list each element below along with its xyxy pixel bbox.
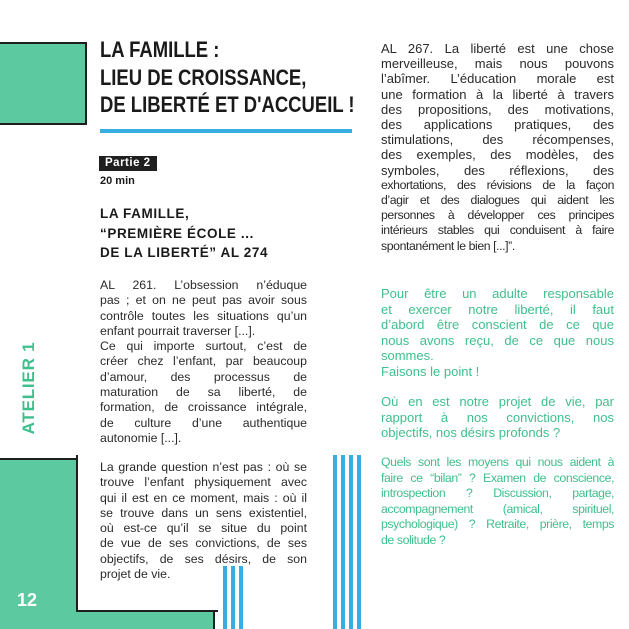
heading-line: “PREMIÈRE ÉCOLE ... — [100, 225, 254, 241]
reflection-means — [381, 455, 614, 548]
text-line: de solitude ? — [381, 532, 446, 547]
text-line: stimulations, des récompenses, — [381, 132, 614, 148]
text-line: et exercer notre liberté, il faut — [381, 301, 614, 317]
text-line: des applications pratiques, des — [381, 117, 614, 133]
text-line: pas ; et on ne peut pas avoir sous — [100, 293, 307, 308]
text-line: d’agir et des dialogues qui aident les — [381, 193, 614, 208]
green-corner-block-top — [0, 42, 87, 125]
text-line: exhortations, des révisions de la façon — [381, 177, 614, 192]
title-line: LIEU DE CROISSANCE, — [100, 64, 307, 90]
text-line: personnes à développer ces principes — [381, 208, 614, 223]
text-line: intérieurs stables qui conduisent à faire — [381, 223, 614, 238]
text-line: sommes. — [381, 348, 434, 363]
page-number: 12 — [17, 590, 38, 610]
paragraph — [100, 278, 307, 339]
part-badge: Partie 2 — [99, 156, 157, 171]
title-line: LA FAMILLE : — [100, 37, 220, 62]
text-line: faire ce “bilan” ? Examen de conscience, — [381, 470, 614, 485]
quote-al-261 — [100, 278, 307, 446]
text-line: formation, de croissance intégrale, — [100, 400, 307, 415]
text-line: objectifs, nos désirs profonds ? — [381, 425, 561, 440]
text-line: se trouve dans un sens existentiel, — [100, 505, 307, 520]
text-line: merveilleuse, mais nous pouvons — [381, 56, 614, 72]
title-underline — [100, 129, 352, 133]
text-line: accompagnement (amical, spirituel, — [381, 501, 614, 516]
text-line: introspection ? Discussion, partage, — [381, 486, 614, 500]
paragraph — [381, 286, 614, 364]
text-line: contrôle toutes les situations qu’un — [100, 308, 307, 323]
paragraph — [100, 339, 307, 446]
reflection-awareness — [381, 286, 614, 379]
text-line: Pour être un adulte responsable — [381, 286, 614, 301]
text-line: autonomie [...]. — [100, 430, 182, 445]
duration-label: 20 min — [100, 175, 135, 187]
reflection-life-project — [381, 394, 614, 441]
text-line: psychologique) ? Retraite, prière, temps — [381, 517, 614, 531]
heading-line: DE LA LIBERTÉ” AL 274 — [100, 245, 269, 260]
page-title — [100, 36, 355, 119]
text-line: une formation à la liberté à travers — [381, 86, 614, 102]
paragraph-existential-question — [100, 460, 307, 582]
blue-stripe — [341, 455, 345, 629]
text-line: Où en est notre projet de vie, par — [381, 394, 614, 409]
quote-al-267 — [381, 41, 614, 254]
text-line: de culture d’une authentique — [100, 415, 307, 430]
text-line: trouve l’enfant physiquement avec — [100, 475, 307, 490]
text-line: de vue de ses convictions, de ses — [100, 536, 307, 551]
text-line: maturation de sa liberté, de — [100, 385, 307, 400]
workshop-label: ATELIER 1 — [19, 341, 38, 435]
text-line: AL 261. L’obsession n’éduque — [100, 278, 307, 292]
text-line: La grande question n’est pas : où se — [100, 460, 307, 474]
text-line: Quels sont les moyens qui nous aident à — [381, 455, 614, 469]
text-line: rapport à nos convictions, nos — [381, 409, 614, 425]
call-to-action: Faisons le point ! — [381, 363, 480, 379]
blue-stripe — [357, 455, 361, 629]
text-line: créer chez l’enfant, par beaucoup — [100, 354, 307, 369]
text-line: des propositions, des motivations, — [381, 101, 614, 117]
blue-stripe — [349, 455, 353, 629]
section-heading — [100, 204, 268, 263]
text-line: objectifs, de ses désirs, de son — [100, 551, 307, 566]
text-line: d’amour, des processus de — [100, 369, 307, 384]
text-line: nous avons reçu, de ce que nous — [381, 332, 614, 348]
text-line: spontanément le bien [...]”. — [381, 238, 515, 253]
heading-line: LA FAMILLE, — [100, 206, 190, 221]
text-line: symboles, des réflexions, des — [381, 162, 614, 178]
text-line: enfant pourrait traverser [...]. — [100, 323, 256, 338]
text-line: où est-ce qu’il se situe du point — [100, 521, 307, 536]
title-line: DE LIBERTÉ ET D'ACCUEIL ! — [100, 92, 355, 117]
text-line: Ce qui importe surtout, c’est de — [100, 339, 307, 354]
text-line: d’abord être conscient de ce que — [381, 317, 614, 332]
text-line: projet de vie. — [100, 567, 171, 582]
text-line: des exemples, des modèles, des — [381, 147, 614, 163]
text-line: qui il est en ce moment, mais : où il — [100, 490, 307, 505]
text-line: l’abîmer. L’éducation morale est — [381, 71, 614, 87]
text-line: AL 267. La liberté est une chose — [381, 41, 614, 56]
blue-stripe — [333, 455, 337, 629]
